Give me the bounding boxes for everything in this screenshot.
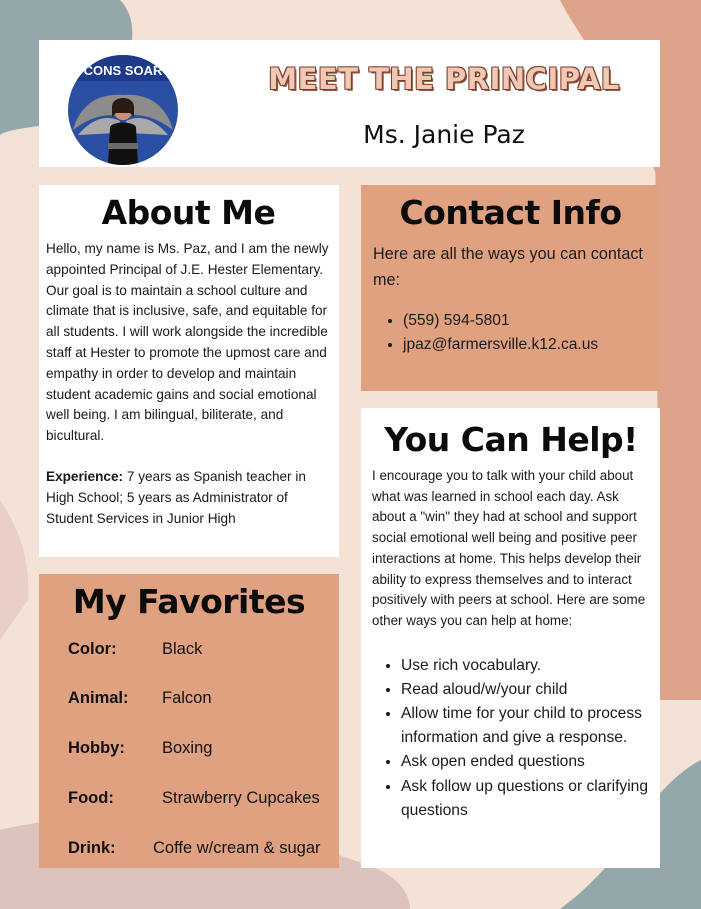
contact-phone: • (559) 594-5801 (403, 309, 648, 333)
favorite-drink-row (68, 839, 339, 863)
favorite-value: Black (162, 640, 203, 658)
experience-text: 7 years as Spanish teacher in High School; 5 years as Administrator of Student Services in Junior High (46, 468, 306, 526)
header-card (39, 40, 660, 167)
pink-blob-left-mid (0, 500, 28, 640)
principal-name: Ms. Janie Paz (363, 120, 525, 149)
help-item: • Ask open ended questions (401, 750, 650, 774)
favorite-label: Food: (68, 789, 114, 807)
favorite-hobby-row (68, 739, 339, 763)
contact-email: • jpaz@farmersville.k12.ca.us (403, 333, 648, 357)
you-can-help-heading: You Can Help! (384, 420, 638, 459)
help-item: • Use rich vocabulary. (401, 654, 650, 678)
help-intro: I encourage you to talk with your child about what was learned in school each day. Ask about a "win" they had at school and support social emotional well being and positive peer interactions at home. This helps develop their ability to express themselves and to interact positively with peers at school. Here are some other ways you can help at home: (372, 468, 646, 628)
experience-label: Experience: (46, 468, 124, 484)
about-me-heading: About Me (101, 193, 276, 232)
help-list (372, 654, 650, 823)
my-favorites-card (39, 574, 339, 868)
experience-paragraph (46, 467, 331, 529)
favorite-label: Drink: (68, 839, 116, 857)
about-me-bio: Hello, my name is Ms. Paz, and I am the newly appointed Principal of J.E. Hester Elementary. Our goal is to maintain a school culture and climate that is inclusive, safe, and equitable for all students. I will work alongside the incredible staff at Hester to promote the upmost care and empathy in order to develop and maintain student academic gains and social emotional well being. I am bilingual, biliterate, and bicultural. (46, 241, 329, 444)
favorite-value: Strawberry Cupcakes (162, 789, 320, 807)
favorite-value: Coffe w/cream & sugar (153, 839, 321, 857)
help-item: • Read aloud/w/your child (401, 678, 650, 702)
about-me-card (39, 185, 339, 557)
page-title: MEET THE PRINCIPAL (268, 62, 620, 96)
principal-photo (68, 55, 178, 165)
contact-info-card (361, 185, 660, 391)
contact-intro: Here are all the ways you can contact me: (373, 245, 643, 289)
favorite-value: Falcon (162, 689, 212, 707)
you-can-help-card (361, 408, 660, 868)
favorite-label: Animal: (68, 689, 129, 707)
favorite-value: Boxing (162, 739, 213, 757)
favorite-label: Color: (68, 640, 117, 658)
favorite-label: Hobby: (68, 739, 125, 757)
photo-banner-text: CONS SOAR (83, 63, 163, 78)
favorite-animal-row (68, 689, 339, 713)
contact-list (373, 309, 648, 357)
rust-blob-right (655, 120, 701, 700)
help-item: • Ask follow up questions or clarifying questions (401, 775, 650, 823)
help-item: • Allow time for your child to process information and give a response. (401, 702, 650, 750)
favorite-food-row (68, 789, 339, 813)
contact-info-heading: Contact Info (399, 193, 622, 232)
my-favorites-heading: My Favorites (72, 582, 306, 621)
favorite-color-row (68, 640, 339, 664)
